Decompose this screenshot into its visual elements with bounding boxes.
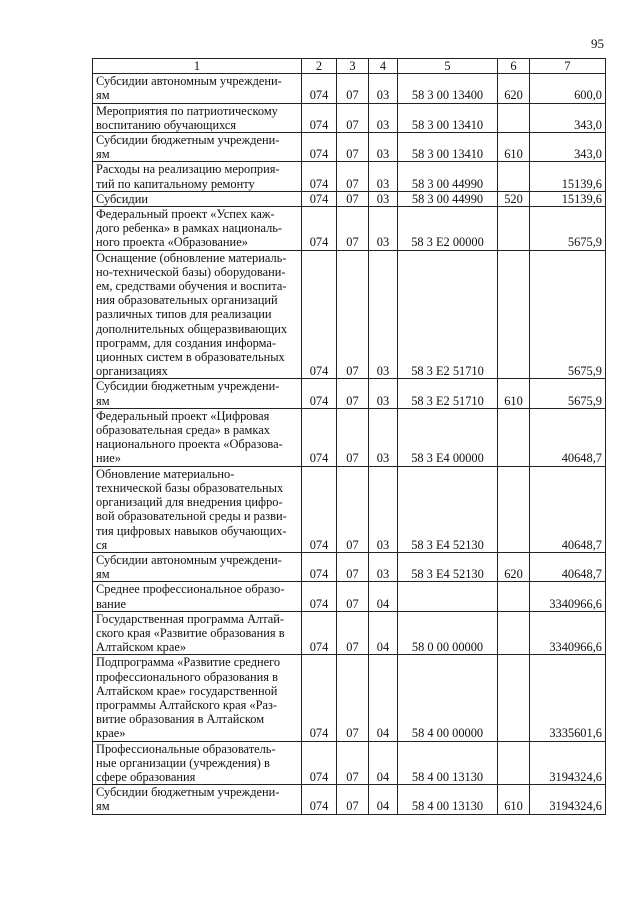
row-name-line: образовательная среда» в рамках bbox=[96, 423, 270, 438]
subsection-code-cell: 03 bbox=[369, 207, 398, 251]
row-name-cell bbox=[93, 191, 302, 206]
section-code-cell: 07 bbox=[337, 379, 369, 408]
row-name-cell bbox=[93, 552, 302, 581]
subsection-code-cell: 03 bbox=[369, 466, 398, 552]
section-code-cell: 07 bbox=[337, 582, 369, 611]
row-name-line: крае» bbox=[96, 726, 126, 741]
amount-cell: 40648,7 bbox=[530, 552, 606, 581]
row-name-line: ся bbox=[96, 537, 108, 552]
section-code-cell: 07 bbox=[337, 103, 369, 132]
amount-cell: 40648,7 bbox=[530, 408, 606, 466]
expense-type-cell: 620 bbox=[498, 552, 530, 581]
table-row bbox=[93, 552, 606, 581]
row-name-line: ные организации (учреждения) в bbox=[96, 755, 270, 770]
expense-type-cell bbox=[498, 408, 530, 466]
row-name-line: вой образовательной среды и разви- bbox=[96, 509, 287, 524]
row-name-line: ного проекта «Образование» bbox=[96, 235, 248, 250]
row-name-cell bbox=[93, 162, 302, 191]
column-header-5: 5 bbox=[398, 59, 498, 74]
row-name-line: технической базы образовательных bbox=[96, 480, 284, 495]
page-number: 95 bbox=[591, 36, 604, 51]
amount-cell: 3194324,6 bbox=[530, 785, 606, 814]
expense-type-cell bbox=[498, 162, 530, 191]
subsection-code-cell: 04 bbox=[369, 785, 398, 814]
ministry-code-cell: 074 bbox=[302, 611, 337, 655]
row-name-cell bbox=[93, 207, 302, 251]
expense-type-cell bbox=[498, 655, 530, 741]
subsection-code-cell: 03 bbox=[369, 103, 398, 132]
table-row bbox=[93, 466, 606, 552]
row-name-cell bbox=[93, 74, 302, 103]
row-name-line: Подпрограмма «Развитие среднего bbox=[96, 655, 281, 670]
row-name-line: Алтайском крае» государственной bbox=[96, 683, 278, 698]
table-row bbox=[93, 785, 606, 814]
target-article-cell: 58 3 E4 52130 bbox=[398, 552, 498, 581]
amount-cell: 3340966,6 bbox=[530, 582, 606, 611]
row-name-line: ям bbox=[96, 799, 110, 814]
table-row bbox=[93, 582, 606, 611]
section-code-cell: 07 bbox=[337, 133, 369, 162]
ministry-code-cell: 074 bbox=[302, 552, 337, 581]
row-name-line: дополнительных общеразвивающих bbox=[96, 321, 288, 336]
table-row bbox=[93, 133, 606, 162]
row-name-cell bbox=[93, 741, 302, 785]
column-header-7: 7 bbox=[530, 59, 606, 74]
table-row bbox=[93, 162, 606, 191]
section-code-cell: 07 bbox=[337, 162, 369, 191]
ministry-code-cell: 074 bbox=[302, 785, 337, 814]
section-code-cell: 07 bbox=[337, 611, 369, 655]
subsection-code-cell: 03 bbox=[369, 408, 398, 466]
expense-type-cell: 520 bbox=[498, 191, 530, 206]
row-name-line: Оснащение (обновление материаль- bbox=[96, 250, 287, 265]
section-code-cell: 07 bbox=[337, 250, 369, 379]
subsection-code-cell: 03 bbox=[369, 250, 398, 379]
subsection-code-cell: 04 bbox=[369, 582, 398, 611]
target-article-cell: 58 3 E2 51710 bbox=[398, 250, 498, 379]
table-row bbox=[93, 611, 606, 655]
expense-type-cell bbox=[498, 207, 530, 251]
ministry-code-cell: 074 bbox=[302, 103, 337, 132]
target-article-cell: 58 3 00 13410 bbox=[398, 133, 498, 162]
row-name-cell bbox=[93, 582, 302, 611]
section-code-cell: 07 bbox=[337, 74, 369, 103]
table-row bbox=[93, 250, 606, 379]
amount-cell: 15139,6 bbox=[530, 162, 606, 191]
target-article-cell: 58 3 E4 00000 bbox=[398, 408, 498, 466]
ministry-code-cell: 074 bbox=[302, 191, 337, 206]
subsection-code-cell: 03 bbox=[369, 191, 398, 206]
row-name-cell bbox=[93, 655, 302, 741]
subsection-code-cell: 03 bbox=[369, 552, 398, 581]
table-row bbox=[93, 74, 606, 103]
row-name-cell bbox=[93, 408, 302, 466]
target-article-cell: 58 4 00 13130 bbox=[398, 741, 498, 785]
expense-type-cell bbox=[498, 741, 530, 785]
expense-type-cell bbox=[498, 611, 530, 655]
row-name-line: но-технической базы) оборудовани- bbox=[96, 264, 286, 279]
row-name-cell bbox=[93, 466, 302, 552]
row-name-line: Мероприятия по патриотическому bbox=[96, 103, 278, 118]
amount-cell: 5675,9 bbox=[530, 207, 606, 251]
amount-cell: 343,0 bbox=[530, 133, 606, 162]
row-name-line: ем, средствами обучения и воспита- bbox=[96, 279, 287, 294]
table-row bbox=[93, 207, 606, 251]
row-name-line: Алтайском крае» bbox=[96, 640, 187, 655]
subsection-code-cell: 03 bbox=[369, 379, 398, 408]
amount-cell: 3335601,6 bbox=[530, 655, 606, 741]
target-article-cell: 58 3 00 44990 bbox=[398, 191, 498, 206]
row-name-cell bbox=[93, 379, 302, 408]
row-name-line: дого ребенка» в рамках националь- bbox=[96, 221, 283, 236]
target-article-cell: 58 3 E4 52130 bbox=[398, 466, 498, 552]
row-name-cell bbox=[93, 785, 302, 814]
target-article-cell: 58 3 E2 51710 bbox=[398, 379, 498, 408]
row-name-line: витие образования в Алтайском bbox=[96, 712, 265, 727]
subsection-code-cell: 03 bbox=[369, 162, 398, 191]
row-name-line: ционных систем в образовательных bbox=[96, 350, 285, 365]
row-name-line: профессионального образования в bbox=[96, 669, 278, 684]
budget-table bbox=[92, 58, 606, 815]
target-article-cell bbox=[398, 582, 498, 611]
target-article-cell: 58 3 00 13400 bbox=[398, 74, 498, 103]
row-name-line: Федеральный проект «Успех каж- bbox=[96, 207, 275, 222]
row-name-line: Субсидии автономным учреждени- bbox=[96, 552, 282, 567]
row-name-line: воспитанию обучающихся bbox=[96, 117, 237, 132]
section-code-cell: 07 bbox=[337, 785, 369, 814]
row-name-line: тий по капитальному ремонту bbox=[96, 176, 255, 191]
amount-cell: 5675,9 bbox=[530, 379, 606, 408]
ministry-code-cell: 074 bbox=[302, 379, 337, 408]
row-name-line: Субсидии бюджетным учреждени- bbox=[96, 379, 280, 394]
table-row bbox=[93, 103, 606, 132]
row-name-cell bbox=[93, 103, 302, 132]
table-row bbox=[93, 379, 606, 408]
expense-type-cell: 620 bbox=[498, 74, 530, 103]
row-name-line: Профессиональные образователь- bbox=[96, 741, 276, 756]
expense-type-cell bbox=[498, 582, 530, 611]
row-name-cell bbox=[93, 611, 302, 655]
row-name-line: ям bbox=[96, 88, 110, 103]
column-header-6: 6 bbox=[498, 59, 530, 74]
ministry-code-cell: 074 bbox=[302, 133, 337, 162]
ministry-code-cell: 074 bbox=[302, 466, 337, 552]
row-name-line: организаций для внедрения цифро- bbox=[96, 495, 283, 510]
expense-type-cell bbox=[498, 466, 530, 552]
target-article-cell: 58 3 00 13410 bbox=[398, 103, 498, 132]
row-name-line: программы Алтайского края «Раз- bbox=[96, 697, 278, 712]
row-name-cell bbox=[93, 250, 302, 379]
expense-type-cell bbox=[498, 250, 530, 379]
column-header-4: 4 bbox=[369, 59, 398, 74]
amount-cell: 40648,7 bbox=[530, 466, 606, 552]
table-row bbox=[93, 741, 606, 785]
ministry-code-cell: 074 bbox=[302, 655, 337, 741]
row-name-cell bbox=[93, 133, 302, 162]
row-name-line: ям bbox=[96, 393, 110, 408]
section-code-cell: 07 bbox=[337, 466, 369, 552]
amount-cell: 343,0 bbox=[530, 103, 606, 132]
column-header-1: 1 bbox=[93, 59, 302, 74]
section-code-cell: 07 bbox=[337, 408, 369, 466]
expense-type-cell: 610 bbox=[498, 379, 530, 408]
row-name-line: Федеральный проект «Цифровая bbox=[96, 408, 270, 423]
section-code-cell: 07 bbox=[337, 191, 369, 206]
table-row bbox=[93, 191, 606, 206]
header-row bbox=[93, 59, 606, 74]
row-name-line: Субсидии бюджетным учреждени- bbox=[96, 785, 280, 800]
section-code-cell: 07 bbox=[337, 655, 369, 741]
row-name-line: ского края «Развитие образования в bbox=[96, 625, 285, 640]
ministry-code-cell: 074 bbox=[302, 582, 337, 611]
table-row bbox=[93, 655, 606, 741]
target-article-cell: 58 0 00 00000 bbox=[398, 611, 498, 655]
ministry-code-cell: 074 bbox=[302, 74, 337, 103]
amount-cell: 3194324,6 bbox=[530, 741, 606, 785]
row-name-line: ния образовательных организаций bbox=[96, 293, 278, 308]
subsection-code-cell: 03 bbox=[369, 133, 398, 162]
amount-cell: 3340966,6 bbox=[530, 611, 606, 655]
subsection-code-cell: 03 bbox=[369, 74, 398, 103]
table-body bbox=[93, 74, 606, 814]
row-name-line: вание bbox=[96, 596, 126, 611]
row-name-line: Субсидии bbox=[96, 191, 148, 206]
ministry-code-cell: 074 bbox=[302, 250, 337, 379]
row-name-line: организациях bbox=[96, 364, 168, 379]
section-code-cell: 07 bbox=[337, 741, 369, 785]
row-name-line: ние» bbox=[96, 451, 121, 466]
row-name-line: ям bbox=[96, 147, 110, 162]
ministry-code-cell: 074 bbox=[302, 207, 337, 251]
ministry-code-cell: 074 bbox=[302, 162, 337, 191]
row-name-line: программ, для создания информа- bbox=[96, 335, 277, 350]
row-name-line: Обновление материально- bbox=[96, 466, 235, 481]
target-article-cell: 58 4 00 00000 bbox=[398, 655, 498, 741]
row-name-line: Субсидии автономным учреждени- bbox=[96, 74, 282, 89]
amount-cell: 5675,9 bbox=[530, 250, 606, 379]
table-row bbox=[93, 408, 606, 466]
target-article-cell: 58 3 E2 00000 bbox=[398, 207, 498, 251]
expense-type-cell: 610 bbox=[498, 133, 530, 162]
column-header-3: 3 bbox=[337, 59, 369, 74]
section-code-cell: 07 bbox=[337, 207, 369, 251]
row-name-line: ям bbox=[96, 567, 110, 582]
row-name-line: Среднее профессиональное образо- bbox=[96, 582, 285, 597]
subsection-code-cell: 04 bbox=[369, 741, 398, 785]
ministry-code-cell: 074 bbox=[302, 408, 337, 466]
expense-type-cell bbox=[498, 103, 530, 132]
ministry-code-cell: 074 bbox=[302, 741, 337, 785]
row-name-line: национального проекта «Образова- bbox=[96, 437, 283, 452]
expense-type-cell: 610 bbox=[498, 785, 530, 814]
row-name-line: тия цифровых навыков обучающих- bbox=[96, 523, 287, 538]
row-name-line: различных типов для реализации bbox=[96, 307, 272, 322]
subsection-code-cell: 04 bbox=[369, 655, 398, 741]
amount-cell: 15139,6 bbox=[530, 191, 606, 206]
row-name-line: сфере образования bbox=[96, 769, 196, 784]
row-name-line: Государственная программа Алтай- bbox=[96, 611, 285, 626]
subsection-code-cell: 04 bbox=[369, 611, 398, 655]
column-header-2: 2 bbox=[302, 59, 337, 74]
target-article-cell: 58 3 00 44990 bbox=[398, 162, 498, 191]
row-name-line: Субсидии бюджетным учреждени- bbox=[96, 133, 280, 148]
section-code-cell: 07 bbox=[337, 552, 369, 581]
amount-cell: 600,0 bbox=[530, 74, 606, 103]
target-article-cell: 58 4 00 13130 bbox=[398, 785, 498, 814]
row-name-line: Расходы на реализацию мероприя- bbox=[96, 162, 280, 177]
